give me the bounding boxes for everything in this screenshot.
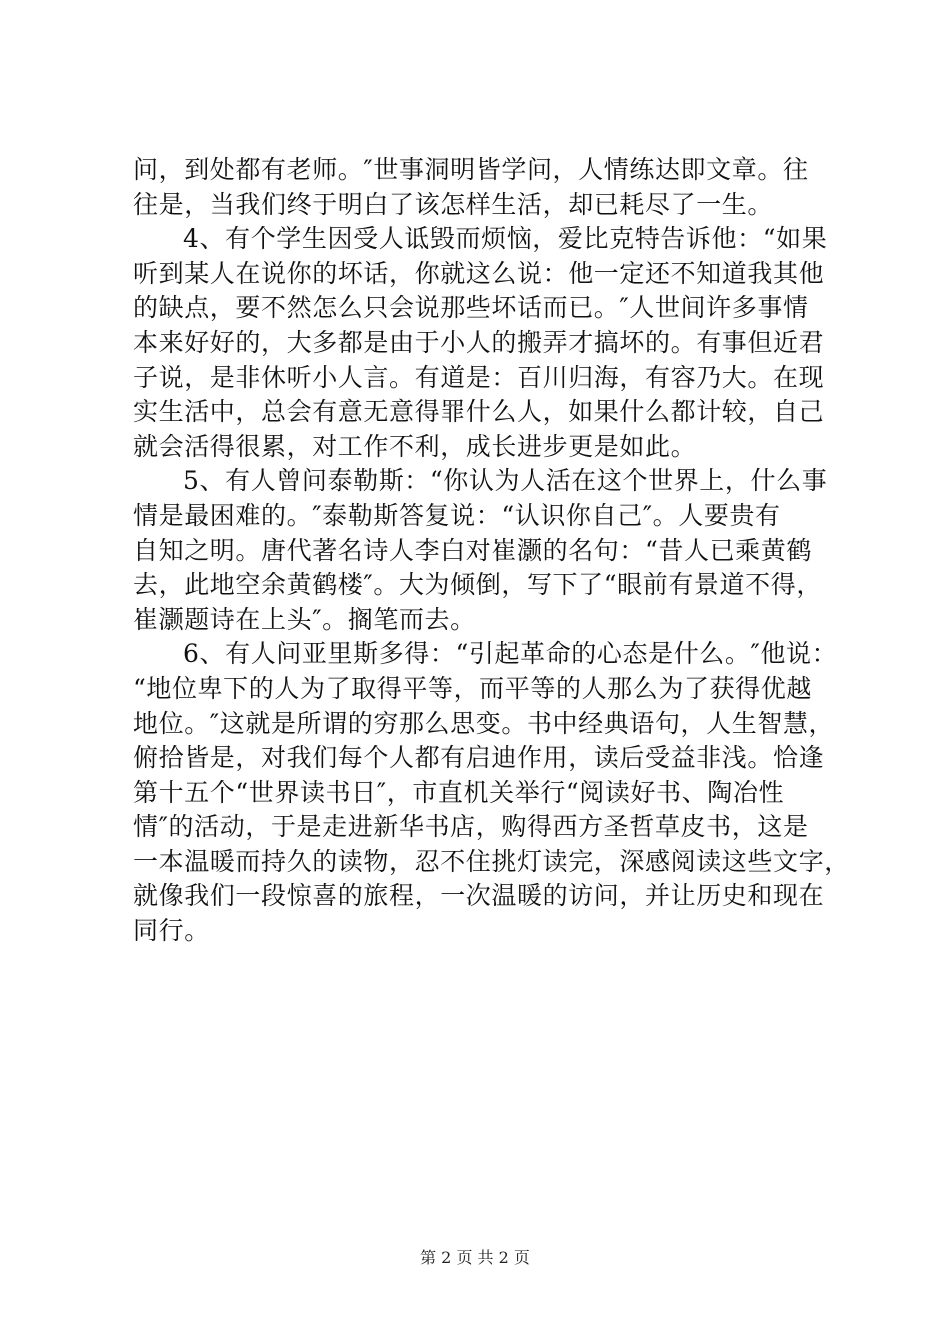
text-line: 本来好好的，大多都是由于小人的搬弄才搞坏的。有事但近君 — [133, 327, 825, 357]
text-line: 听到某人在说你的坏话，你就这么说：他一定还不知道我其他 — [133, 258, 825, 288]
text-line: 情″的活动，于是走进新华书店，购得西方圣哲草皮书，这是 — [133, 812, 809, 842]
text-line: 往是，当我们终于明白了该怎样生活，却已耗尽了一生。 — [133, 189, 774, 219]
text-line: 第十五个“世界读书日″，市直机关举行“阅读好书、陶冶性 — [133, 777, 785, 807]
text-line: 一本温暖而持久的读物，忍不住挑灯读完，深感阅读这些文字， — [133, 846, 850, 876]
text-line: 情是最困难的。″泰勒斯答复说：“认识你自己″。人要贵有 — [133, 500, 781, 530]
text-line: 就会活得很累，对工作不利，成长进步更是如此。 — [133, 431, 697, 461]
paragraph-start-line: 6、有人问亚里斯多得：“引起革命的心态是什么。″他说： — [183, 639, 838, 669]
text-line: 同行。 — [133, 916, 210, 946]
text-line: 就像我们一段惊喜的旅程，一次温暖的访问，并让历史和现在 — [133, 881, 825, 911]
text-line: 地位。″这就是所谓的穷那么思变。书中经典语句，人生智慧， — [133, 708, 835, 738]
paragraph-start-line: 5、有人曾问泰勒斯：“你认为人活在这个世界上，什么事 — [183, 466, 828, 496]
text-line: 去，此地空余黄鹤楼″。大为倾倒，写下了“眼前有景道不得， — [133, 570, 822, 600]
text-line: 子说，是非休听小人言。有道是：百川归海，有容乃大。在现 — [133, 362, 825, 392]
text-line: 俯拾皆是，对我们每个人都有启迪作用，读后受益非浅。恰逢 — [133, 743, 825, 773]
page-number-footer: 第 2 页 共 2 页 — [420, 1248, 530, 1267]
paragraph-start-line: 4、有个学生因受人诋毁而烦恼，爱比克特告诉他：“如果 — [183, 224, 828, 254]
text-line: 问，到处都有老师。″世事洞明皆学问，人情练达即文章。往 — [133, 155, 809, 184]
text-line: 实生活中，总会有意无意得罪什么人，如果什么都计较，自己 — [133, 397, 825, 427]
text-line: 崔灏题诗在上头″。搁笔而去。 — [133, 604, 476, 634]
text-line: 自知之明。唐代著名诗人李白对崔灏的名句：“昔人已乘黄鹤 — [133, 535, 812, 565]
document-body — [133, 153, 850, 949]
text-line: “地位卑下的人为了取得平等，而平等的人那么为了获得优越 — [133, 673, 812, 703]
text-line: 的缺点，要不然怎么只会说那些坏话而已。″人世间许多事情 — [133, 293, 809, 323]
